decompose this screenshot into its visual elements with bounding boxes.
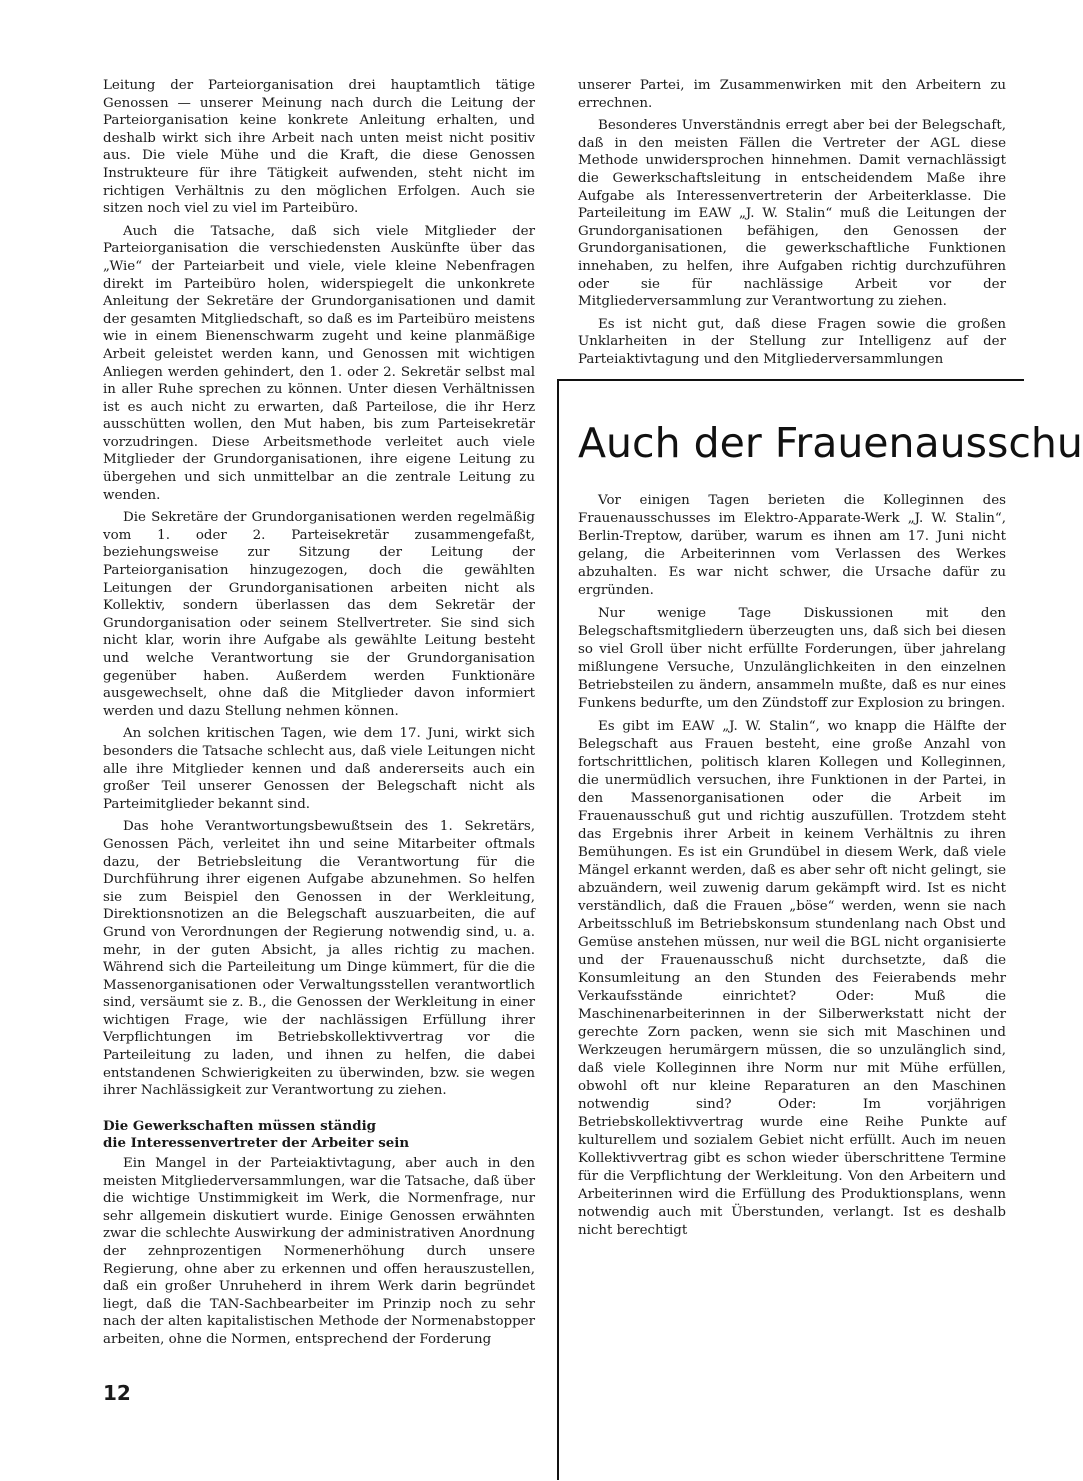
article-headline: Auch der Frauenausschu — [578, 419, 1083, 467]
paragraph: Vor einigen Tagen berieten die Kolleginnen des Frauenausschusses im Elektro-Apparate-Werk „J. W. Stalin“, Berlin-Treptow, darüber, warum es ihnen am 17. Juni nicht gelang, die Arbeiterinnen vom Verlassen des Werkes abzuhalten. Es war nicht schwer, die Ursache dafür zu ergründen. — [578, 493, 1006, 598]
paragraph: Es ist nicht gut, daß diese Fragen sowie die großen Unklarheiten in der Stellung zur Intelligenz auf der Parteiaktivtagung und den Mitgliederversammlungen — [578, 316, 1006, 367]
paragraph: Das hohe Verantwortungsbewußtsein des 1. Sekretärs, Genossen Päch, verleitet ihn und seine Mitarbeiter oftmals dazu, der Betriebsleitung die Verantwortung für die Durchführung ihrer eigenen Aufgabe abzunehmen. So helfen sie zum Beispiel den Genossen in der Werkleitung, Direktionsnotizen an die Belegschaft auszuarbeiten, die auf Grund von Verordnungen der Regierung notwendig sind, u. a. mehr, in der guten Absicht, ja alles richtig zu machen. Während sich die Parteileitung um Dinge kümmert, für die die Massenorganisationen oder Verwaltungsstellen verantwortlich sind, versäumt sie z. B., die Genossen der Werkleitung in einer wichtigen Frage, wie der nachlässigen Erfüllung ihrer Verpflichtungen im Betriebskollektivvertrag vor die Parteileitung zu laden, und ihnen zu helfen, die dabei entstandenen Schwierigkeiten zu überwinden, bzw. sie wegen ihrer Nachlässigkeit zur Verantwortung zu ziehen. — [103, 819, 535, 1099]
paragraph: An solchen kritischen Tagen, wie dem 17. Juni, wirkt sich besonders die Tatsache schlecht aus, daß viele Leitungen nicht alle ihre Mitglieder kennen und daß andererseits auch ein großer Teil unserer Genossen der Belegschaft nicht als Parteimitglieder bekannt sind. — [103, 726, 535, 812]
paragraph: Es gibt im EAW „J. W. Stalin“, wo knapp die Hälfte der Belegschaft aus Frauen besteht, eine große Anzahl von fortschrittlichen, politisch klaren Kollegen und Kolleginnen, die unermüdlich versuchen, ihre Funktionen in der Partei, in den Massenorganisationen oder die Arbeit im Frauenausschuß gut und richtig auszufüllen. Trotzdem steht das Ergebnis ihrer Arbeit in keinem Verhältnis zu ihren Bemühungen. Es ist ein Grundübel in diesem Werk, daß viele Mängel erkannt werden, daß es aber sehr oft nicht gelingt, sie abzuändern, weil zuwenig darum gekämpft wird. Ist es nicht verständlich, daß die Frauen „böse“ werden, wenn sie nach Arbeitsschluß im Betriebskonsum stundenlang nach Obst und Gemüse anstehen müssen, nur weil die BGL nicht organisierte und der Frauenausschuß nicht durchsetzte, daß die Konsumleitung an den Stunden des Feierabends mehr Verkaufsstände einrichtet? Oder: Muß die Maschinenarbeiterinnen in der Silberwerkstatt nicht der gerechte Zorn packen, wenn sie sich mit Maschinen und Werkzeugen herumärgern müssen, die so unzulänglich sind, daß viele Kolleginnen ihre Norm nur mit Mühe erfüllen, obwohl oft nur kleine Reparaturen an den Maschinen notwendig sind? Oder: Im vorjährigen Betriebskollektivvertrag wurde eine Reihe Punkte auf kulturellem und sozialem Gebiet nicht erfüllt. Auch im neuen Kollektivvertrag gibt es schon wieder überschrittene Termine für die Verpflichtung der Werkleitung. Von den Arbeitern und Arbeiterinnen wird die Erfüllung des Produktionsplans, wenn notwendig auch mit Überstunden, verlangt. Ist es deshalb nicht berechtigt — [578, 719, 1006, 1238]
paragraph: Besonderes Unverständnis erregt aber bei der Belegschaft, daß in den meisten Fällen die Vertreter der AGL diese Methode unwidersprochen hinnehmen. Damit vernachlässigt die Gewerkschaftsleitung in entscheidendem Maße ihre Aufgabe als Interessenvertreterin der Arbeiterklasse. Die Parteileitung im EAW „J. W. Stalin“ muß die Leitungen der Grundorganisationen befähigen, den Genossen der Grundorganisationen, die gewerkschaftliche Funktionen innehaben, zu helfen, ihre Aufgaben richtig durchzuführen oder sie für nachlässige Arbeit vor der Mitgliederversammlung zur Verantwortung zu ziehen. — [578, 118, 1006, 310]
paragraph: unserer Partei, im Zusammenwirken mit den Arbeitern zu errechnen. — [578, 78, 1006, 111]
right-column-upper — [578, 77, 1006, 374]
paragraph: Auch die Tatsache, daß sich viele Mitglieder der Parteiorganisation die verschiedensten Auskünfte über das „Wie“ der Parteiarbeit und viele, viele kleine Nebenfragen direkt im Parteibüro holen, widerspiegelt die unkonkrete Anleitung der Sekretäre der Grundorganisationen und damit der gesamten Mitgliedschaft, so daß es im Parteibüro meistens wie in einem Bienenschwarm zugeht und keine planmäßige Arbeit geleistet werden kann, und Genossen mit wichtigen Anliegen werden gehindert, den 1. oder 2. Sekretär selbst mal in aller Ruhe sprechen zu können. Unter diesen Verhältnissen ist es auch nicht zu erwarten, daß Parteilose, die ihr Herz ausschütten wollen, den Mut haben, bis zum Parteisekretär vorzudringen. Diese Arbeitsmethode verleitet auch viele Mitglieder der Grundorganisationen, ihre eigene Leitung zu übergehen und sich unmittelbar an die zentrale Leitung zu wenden. — [103, 223, 535, 503]
paragraph: Die Sekretäre der Grundorganisationen werden regelmäßig vom 1. oder 2. Parteisekretär zusammengefaßt, beziehungsweise zur Sitzung der Leitung der Parteiorganisation hinzugezogen, doch die gewählten Leitungen der Grundorganisationen arbeiten nicht als Kollektiv, sondern überlassen das dem Sekretär der Grundorganisation oder seinem Stellvertreter. Sie sind sich nicht klar, worin ihre Aufgabe als gewählte Leitung besteht und welche Verantwortung sie der Grundorganisation gegenüber haben. Außerdem werden Funktionäre ausgewechselt, ohne daß die Mitglieder davon informiert werden und dazu Stellung nehmen können. — [103, 510, 535, 719]
subheading-line: die Interessenvertreter der Arbeiter sein — [103, 1135, 410, 1152]
paragraph: Leitung der Parteiorganisation drei hauptamtlich tätige Genossen — unserer Meinung nach durch die Leitung der Parteiorganisation keine konkrete Anleitung erhalten, und deshalb wirkt sich ihre Arbeit nach unten meist nicht positiv aus. Die viele Mühe und die Kraft, die diese Genossen Instrukteure für ihre Tätigkeit aufwenden, steht nicht im richtigen Verhältnis zu den möglichen Erfolgen. Auch sie sitzen noch viel zu viel im Parteibüro. — [103, 78, 535, 217]
article-body — [578, 492, 1006, 1245]
article-frame-left-rule — [557, 379, 559, 1480]
article-frame-top-rule — [557, 379, 1024, 381]
left-column — [103, 77, 535, 1354]
page-number: 12 — [103, 1381, 131, 1405]
paragraph: Nur wenige Tage Diskussionen mit den Belegschaftsmitgliedern überzeugten uns, daß sich bei diesen so viel Groll über nicht erfüllte Forderungen, über jahrelang mißlungene Versuche, Unzulänglichkeiten in den einzelnen Betriebsteilen zu ändern, ansammeln mußte, daß es nur eines Funkens bedurfte, um den Zündstoff zur Explosion zu bringen. — [578, 606, 1006, 711]
paragraph: Ein Mangel in der Parteiaktivtagung, aber auch in den meisten Mitgliederversammlungen, war die Tatsache, daß über die wichtige Unstimmigkeit im Werk, die Normenfrage, nur sehr allgemein diskutiert wurde. Einige Genossen erwähnten zwar die schlechte Auswirkung der administrativen Anordnung der zehnprozentigen Normenerhöhung durch unsere Regierung, ohne aber zu erkennen und offen herauszustellen, daß ein großer Unruheherd in ihrem Werk darin begründet liegt, daß die TAN-Sachbearbeiter im Prinzip noch zu sehr nach der alten kapitalistischen Methode der Normenabstopper arbeiten, ohne die Normen, entsprechend der Forderung — [103, 1156, 535, 1347]
section-subheading — [103, 1118, 535, 1153]
subheading-line: Die Gewerkschaften müssen ständig — [103, 1117, 377, 1134]
